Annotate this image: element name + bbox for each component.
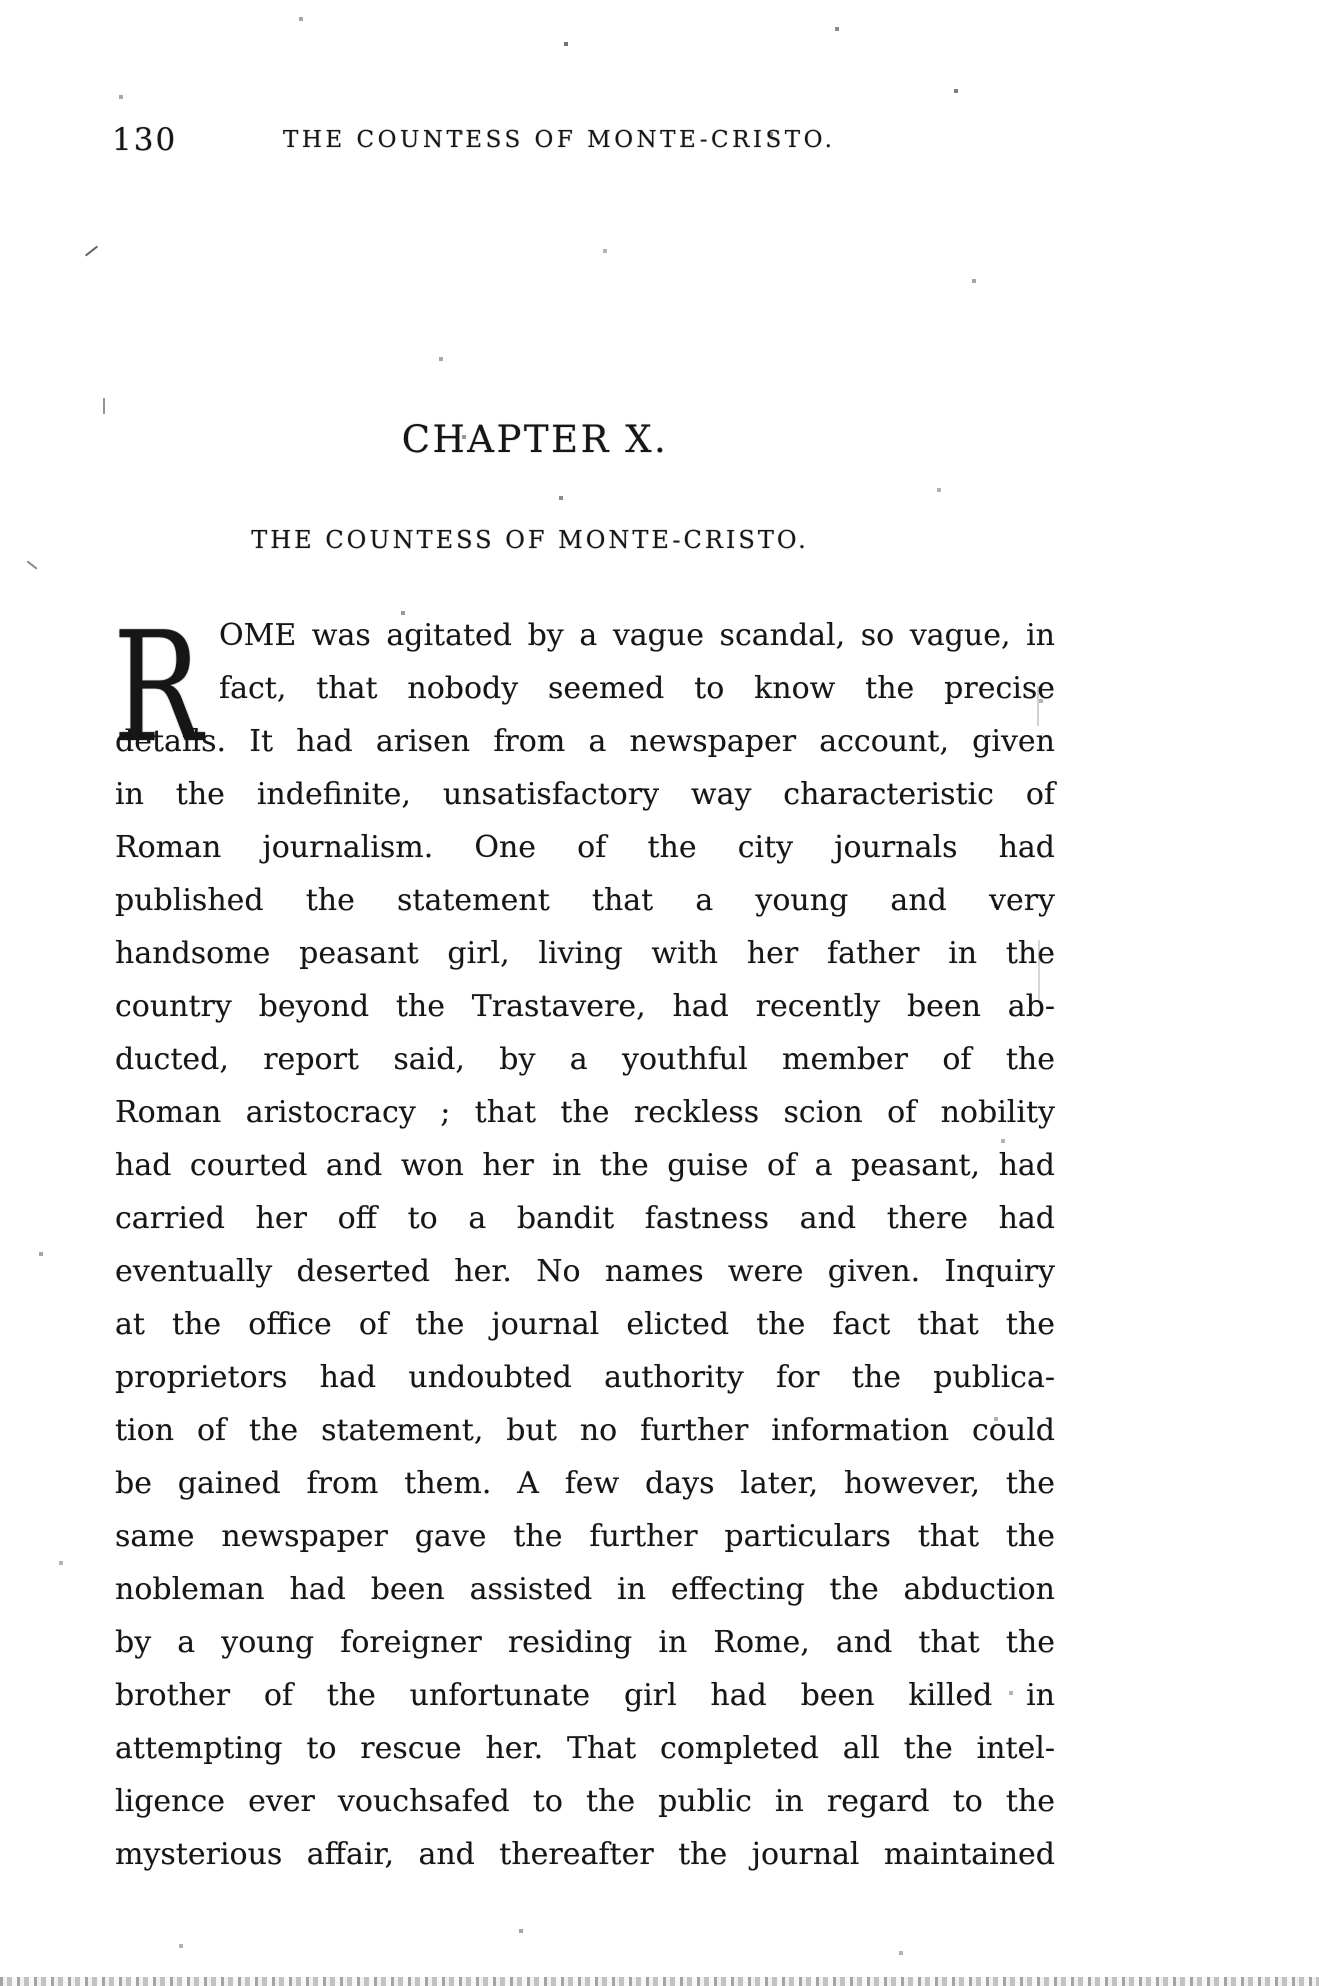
scan-bottom-edge [0,1977,1319,1986]
scan-mark [1037,686,1039,726]
chapter-body-text [113,599,1055,1881]
running-header: THE COUNTESS OF MONTE-CRISTO. [283,127,836,153]
text-line: by a young foreigner residing in Rome, and that the [115,1625,1055,1660]
text-line: handsome peasant girl, living with her father in the [115,936,1055,971]
text-line: ducted, report said, by a youthful member of the [115,1042,1055,1077]
scan-noise-specks [0,0,2,2]
scan-mark [1038,940,1040,1000]
text-line: attempting to rescue her. That completed all the intel- [115,1731,1055,1766]
scan-mark [27,561,38,570]
text-line: country beyond the Trastavere, had recently been ab- [115,989,1055,1024]
drop-cap-letter: R [113,599,203,776]
chapter-subtitle: THE COUNTESS OF MONTE-CRISTO. [251,526,809,554]
text-line: at the office of the journal elicted the fact that the [115,1307,1055,1342]
text-line: be gained from them. A few days later, however, the [115,1466,1055,1501]
text-line: had courted and won her in the guise of a peasant, had [115,1148,1055,1183]
text-line: ligence ever vouchsafed to the public in regard to the [115,1784,1055,1819]
text-line: brother of the unfortunate girl had been killed in [115,1678,1055,1713]
text-line: same newspaper gave the further particulars that the [115,1519,1055,1554]
text-line: published the statement that a young and very [115,883,1055,918]
text-line: Roman journalism. One of the city journals had [115,830,1055,865]
text-line: Roman aristocracy ; that the reckless scion of nobility [115,1095,1055,1130]
text-line: nobleman had been assisted in effecting the abduction [115,1572,1055,1607]
drop-cap-spacer [115,609,219,709]
text-line: fact, that nobody seemed to know the precise [219,671,1055,706]
text-line: proprietors had undoubted authority for the publica- [115,1360,1055,1395]
scan-mark [103,398,105,414]
text-line: details. It had arisen from a newspaper account, given [115,724,1055,759]
text-line: OME was agitated by a vague scandal, so vague, in [219,618,1055,653]
text-line: tion of the statement, but no further information could [115,1413,1055,1448]
scan-mark [85,246,98,257]
text-line: carried her off to a bandit fastness and there had [115,1201,1055,1236]
text-line: mysterious affair, and thereafter the journal maintained [115,1837,1055,1872]
text-line: eventually deserted her. No names were given. Inquiry [115,1254,1055,1289]
text-line: in the indefinite, unsatisfactory way characteristic of [115,777,1055,812]
page-number: 130 [112,122,178,158]
chapter-heading: CHAPTER X. [401,418,669,461]
